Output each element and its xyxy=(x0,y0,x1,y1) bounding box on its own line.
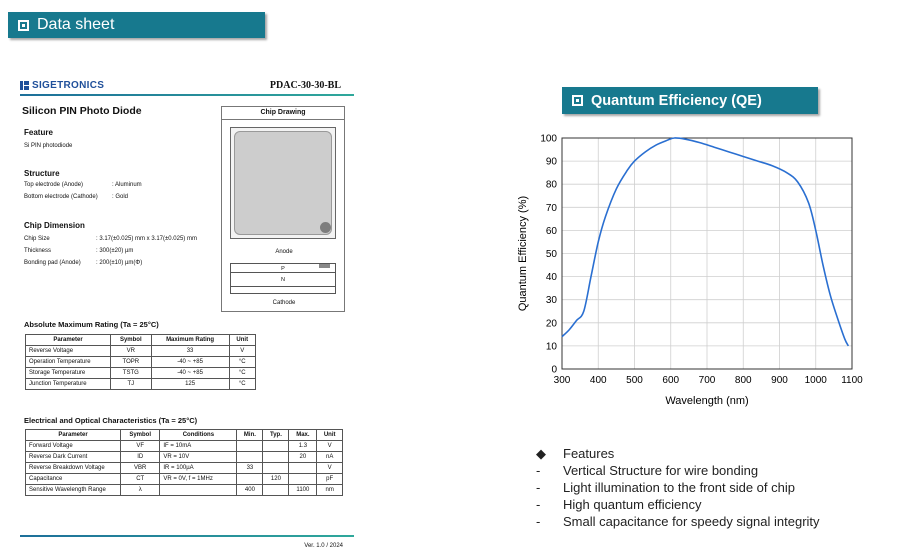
column-header: Max. xyxy=(289,430,317,441)
dimension-row xyxy=(24,245,197,257)
table-cell: TJ xyxy=(111,379,152,390)
x-tick-label: 800 xyxy=(734,375,752,386)
feature-heading: Feature xyxy=(24,128,53,137)
x-tick-labels xyxy=(554,375,864,386)
chip-cross-section xyxy=(230,263,336,294)
y-tick-label: 50 xyxy=(545,249,557,260)
table-cell: 400 xyxy=(237,485,263,496)
dimension-value: : 300(±20) µm xyxy=(96,248,134,254)
table-cell: CT xyxy=(121,474,160,485)
pad-icon xyxy=(319,264,330,268)
y-tick-label: 0 xyxy=(551,364,557,376)
table-cell: TOPR xyxy=(111,357,152,368)
column-header: Unit xyxy=(317,430,343,441)
column-header: Parameter xyxy=(26,430,121,441)
table-cell: -40 ~ +85 xyxy=(151,368,229,379)
footer-rule xyxy=(20,535,354,537)
table-cell: Forward Voltage xyxy=(26,441,121,452)
table-cell: ID xyxy=(121,452,160,463)
feature-item: Light illumination to the front side of chip xyxy=(563,480,795,495)
structure-label: Bottom electrode (Cathode) xyxy=(24,194,98,200)
dimension-row xyxy=(24,257,197,269)
table-cell: TSTG xyxy=(111,368,152,379)
table-cell: Reverse Breakdown Voltage xyxy=(26,463,121,474)
y-tick-label: 80 xyxy=(545,179,557,191)
column-header: Min. xyxy=(237,430,263,441)
x-axis-label: Wavelength (nm) xyxy=(665,395,749,407)
table-cell: Junction Temperature xyxy=(26,379,111,390)
x-tick-label: 600 xyxy=(662,375,680,386)
table-cell: V xyxy=(317,441,343,452)
table-cell xyxy=(263,441,289,452)
elec-title: Electrical and Optical Characteristics (Ta = 25°C) xyxy=(24,416,198,425)
diamond-bullet-icon: ◆ xyxy=(536,446,546,461)
feature-text: Si PIN photodiode xyxy=(24,143,73,149)
list-item xyxy=(536,513,820,530)
part-number: PDAC-30-30-BL xyxy=(269,80,341,91)
dash-bullet-icon: - xyxy=(536,480,541,495)
x-tick-label: 1000 xyxy=(804,375,827,386)
table-cell: Capacitance xyxy=(26,474,121,485)
table-cell: V xyxy=(317,463,343,474)
y-tick-label: 30 xyxy=(545,295,557,307)
list-item xyxy=(536,479,820,496)
y-tick-label: 70 xyxy=(545,202,557,214)
table-row xyxy=(26,452,343,463)
features-heading: Features xyxy=(563,446,615,461)
y-axis-label: Quantum Efficiency (%) xyxy=(517,195,529,312)
table-row xyxy=(26,474,343,485)
table-cell: °C xyxy=(229,368,255,379)
bonding-pad-icon xyxy=(320,222,331,233)
y-tick-labels xyxy=(540,134,557,376)
table-header-row xyxy=(26,335,256,346)
table-row xyxy=(26,346,256,357)
structure-row xyxy=(24,179,142,191)
dash-bullet-icon: - xyxy=(536,497,541,512)
column-header: Symbol xyxy=(121,430,160,441)
square-bullet-icon xyxy=(572,95,583,106)
table-row xyxy=(26,441,343,452)
qe-banner-title: Quantum Efficiency (QE) xyxy=(591,92,762,109)
table-cell: IF = 10mA xyxy=(160,441,237,452)
table-cell: VF xyxy=(121,441,160,452)
n-label: N xyxy=(281,277,285,283)
x-tick-label: 500 xyxy=(626,375,643,386)
square-bullet-icon xyxy=(18,20,29,31)
table-row xyxy=(26,463,343,474)
table-cell: nm xyxy=(317,485,343,496)
chip-drawing-box xyxy=(221,106,345,312)
chip-dimension-heading: Chip Dimension xyxy=(24,221,85,230)
feature-item: High quantum efficiency xyxy=(563,497,702,512)
table-row xyxy=(26,379,256,390)
qe-chart xyxy=(510,128,863,410)
chart-grid xyxy=(562,138,852,369)
datasheet-header-banner xyxy=(8,12,265,38)
header-rule xyxy=(20,94,354,96)
table-cell: 120 xyxy=(263,474,289,485)
structure-row xyxy=(24,191,142,203)
table-cell: 33 xyxy=(151,346,229,357)
dimension-label: Thickness xyxy=(24,248,52,254)
table-row xyxy=(26,357,256,368)
table-cell xyxy=(237,441,263,452)
abs-max-title: Absolute Maximum Rating (Ta = 25°C) xyxy=(24,320,159,329)
table-cell: Storage Temperature xyxy=(26,368,111,379)
table-header-row xyxy=(26,430,343,441)
features-heading-row xyxy=(536,445,820,462)
table-cell xyxy=(237,452,263,463)
x-tick-label: 400 xyxy=(589,375,607,386)
table-cell: VR xyxy=(111,346,152,357)
y-tick-label: 40 xyxy=(545,272,557,284)
table-cell: °C xyxy=(229,379,255,390)
x-tick-label: 300 xyxy=(553,375,571,386)
table-cell: Operation Temperature xyxy=(26,357,111,368)
structure-heading: Structure xyxy=(24,169,60,178)
column-header: Parameter xyxy=(26,335,111,346)
column-header: Symbol xyxy=(111,335,152,346)
column-header: Unit xyxy=(229,335,255,346)
table-cell xyxy=(263,485,289,496)
table-cell: Sensitive Wavelength Range xyxy=(26,485,121,496)
list-item xyxy=(536,496,820,513)
y-tick-label: 100 xyxy=(540,133,557,145)
column-header: Maximum Rating xyxy=(151,335,229,346)
structure-label: Top electrode (Anode) xyxy=(24,182,84,188)
table-cell: 125 xyxy=(151,379,229,390)
table-cell: Reverse Voltage xyxy=(26,346,111,357)
dimension-row xyxy=(24,233,197,245)
x-tick-label: 900 xyxy=(771,375,788,386)
structure-list xyxy=(24,179,142,203)
cathode-layer xyxy=(231,286,335,287)
list-item xyxy=(536,462,820,479)
x-tick-label: 700 xyxy=(698,375,716,386)
feature-item: Small capacitance for speedy signal integrity xyxy=(563,514,820,529)
logo-text: SIGETRONICS xyxy=(32,80,105,91)
table-cell: 1.3 xyxy=(289,441,317,452)
header-title: Data sheet xyxy=(37,16,115,33)
table-cell xyxy=(289,474,317,485)
y-tick-label: 60 xyxy=(545,225,557,237)
table-cell: VR = 0V, f = 1MHz xyxy=(160,474,237,485)
table-cell: -40 ~ +85 xyxy=(151,357,229,368)
chip-top-view xyxy=(230,127,336,239)
company-logo xyxy=(20,80,104,91)
structure-value: : Gold xyxy=(112,194,129,200)
column-header: Typ. xyxy=(263,430,289,441)
chip-active-area xyxy=(234,131,332,235)
dash-bullet-icon: - xyxy=(536,463,541,478)
features-list xyxy=(536,445,820,530)
dimension-label: Chip Size xyxy=(24,236,50,242)
table-row xyxy=(26,368,256,379)
dimension-value: : 3.17(±0.025) mm x 3.17(±0.025) mm xyxy=(96,236,197,242)
elec-table xyxy=(25,429,343,496)
table-cell xyxy=(289,463,317,474)
datasheet-page xyxy=(18,74,353,554)
table-cell xyxy=(237,474,263,485)
table-cell: 33 xyxy=(237,463,263,474)
qe-banner xyxy=(562,87,818,114)
y-tick-label: 20 xyxy=(545,318,557,330)
dimension-value: : 200(±10) µm(Φ) xyxy=(96,260,143,266)
table-cell: pF xyxy=(317,474,343,485)
table-cell: °C xyxy=(229,357,255,368)
table-cell xyxy=(160,485,237,496)
p-label: P xyxy=(281,266,285,272)
table-cell: 1100 xyxy=(289,485,317,496)
version-text: Ver. 1.0 / 2024 xyxy=(304,543,343,549)
dash-bullet-icon: - xyxy=(536,514,541,529)
table-cell xyxy=(263,463,289,474)
table-cell: λ xyxy=(121,485,160,496)
dimension-label: Bonding pad (Anode) xyxy=(24,260,81,266)
abs-max-table xyxy=(25,334,256,390)
cathode-label: Cathode xyxy=(272,300,296,306)
y-tick-label: 10 xyxy=(545,341,557,353)
logo-mark-icon xyxy=(20,81,29,90)
table-cell: IR = 100µA xyxy=(160,463,237,474)
column-header: Conditions xyxy=(160,430,237,441)
x-tick-label: 1100 xyxy=(841,375,863,386)
table-cell: Reverse Dark Current xyxy=(26,452,121,463)
table-cell: VBR xyxy=(121,463,160,474)
chip-drawing-title: Chip Drawing xyxy=(222,107,344,120)
qe-data-points xyxy=(562,138,848,346)
table-cell xyxy=(263,452,289,463)
structure-value: : Aluminum xyxy=(112,182,142,188)
table-cell: 20 xyxy=(289,452,317,463)
qe-series-line xyxy=(562,138,848,346)
anode-label: Anode xyxy=(275,249,293,255)
table-row xyxy=(26,485,343,496)
y-tick-label: 90 xyxy=(545,156,557,168)
chip-dimension-list xyxy=(24,233,197,269)
feature-item: Vertical Structure for wire bonding xyxy=(563,463,759,478)
table-cell: VR = 10V xyxy=(160,452,237,463)
product-title: Silicon PIN Photo Diode xyxy=(22,105,142,117)
table-cell: V xyxy=(229,346,255,357)
table-cell: nA xyxy=(317,452,343,463)
